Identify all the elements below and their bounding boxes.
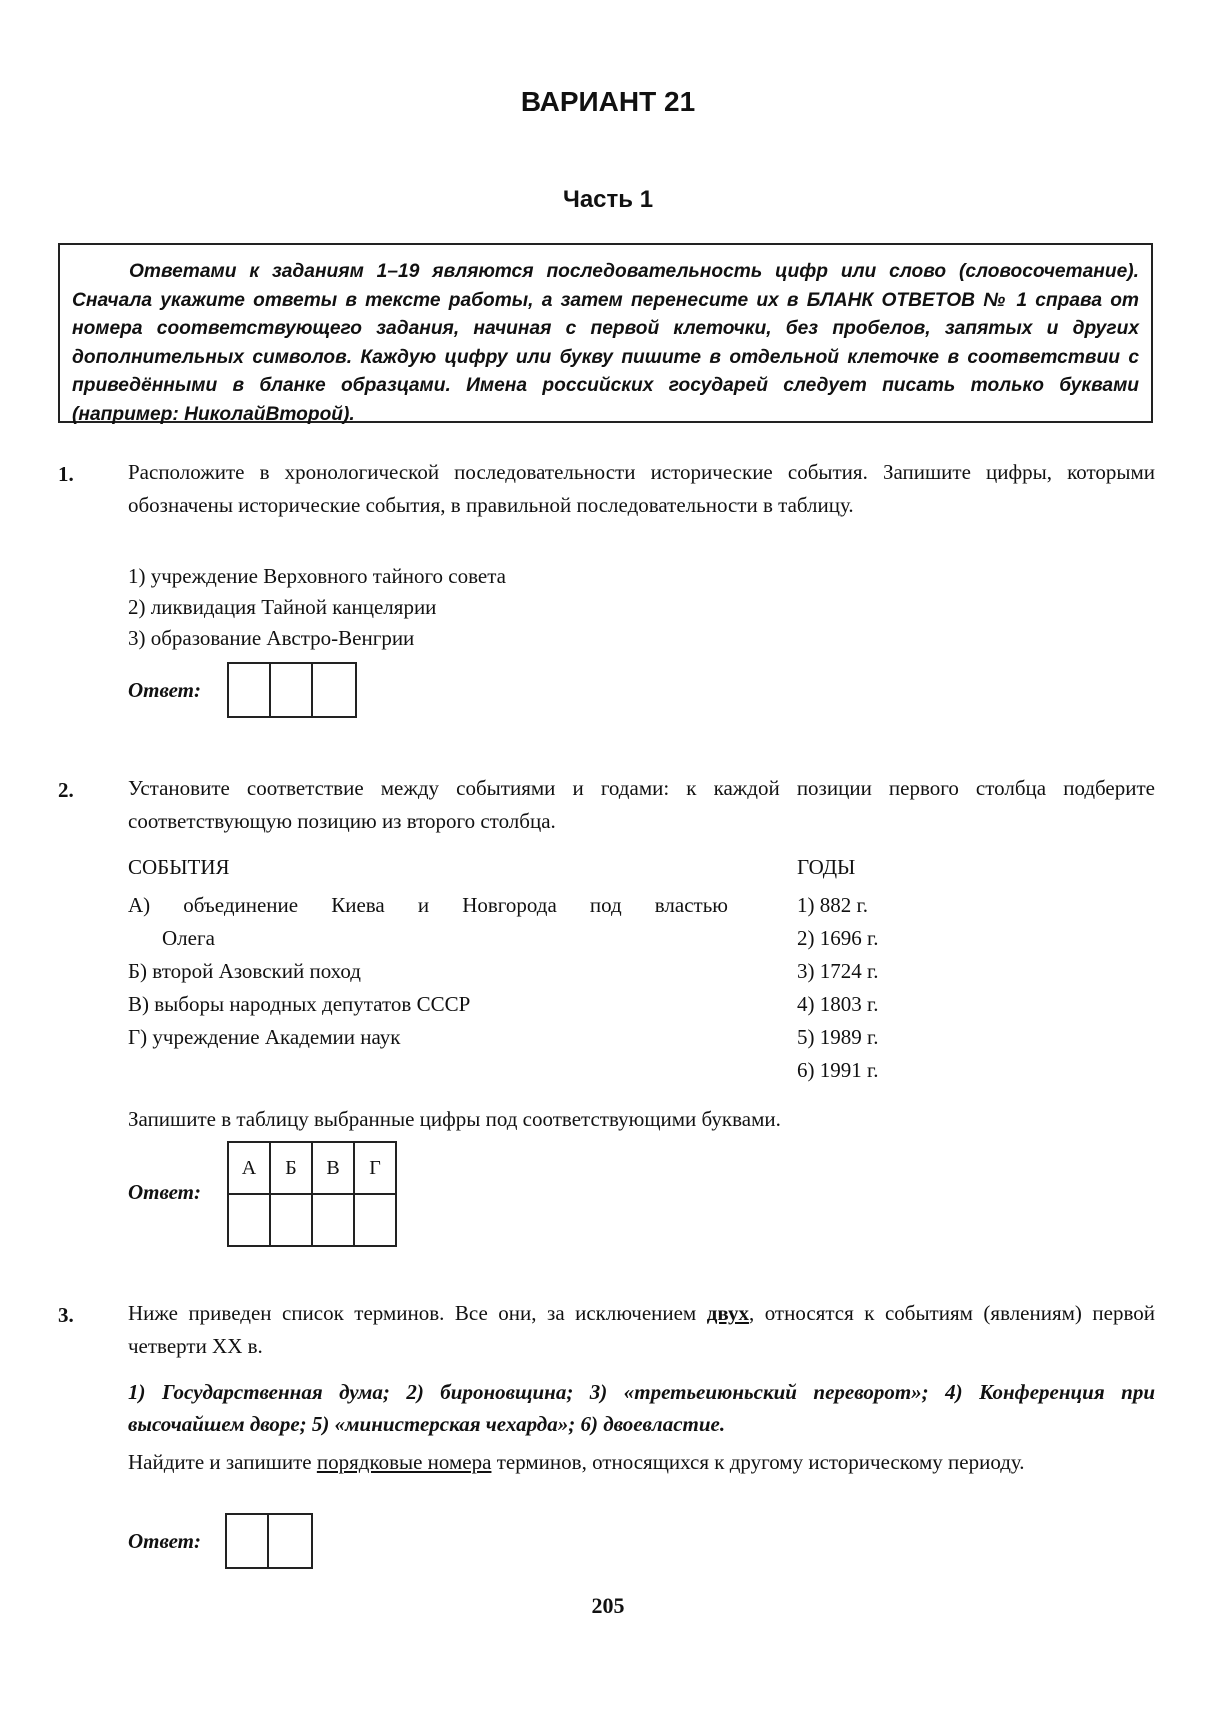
q3-find-end: терминов, относящихся к другому историческому периоду. <box>491 1450 1025 1474</box>
list-item: А) объединение Киева и Новгорода под властью <box>128 893 728 917</box>
list-item: 4) 1803 г. <box>797 992 879 1016</box>
years-list <box>797 889 879 1087</box>
q3-answer-label: Ответ: <box>128 1529 201 1553</box>
q3-find-emphasis: порядковые номера <box>316 1450 492 1474</box>
list-item: 1) 882 г. <box>797 893 868 917</box>
q1-text: Расположите в хронологической последовательности исторические события. Запишите цифры, которыми обозначены исторические события, в правильной последовательности в таблицу. <box>128 460 1155 517</box>
q1-answer-label: Ответ: <box>128 678 201 702</box>
q1-items <box>128 561 506 654</box>
answer-cell[interactable] <box>312 1194 354 1246</box>
list-item: Олега <box>162 926 215 950</box>
years-column-heading: ГОДЫ <box>797 855 856 879</box>
q3-find-instruction <box>128 1446 1155 1479</box>
table-header-cell: В <box>312 1142 354 1194</box>
answer-cell[interactable] <box>271 664 313 716</box>
answer-cell[interactable] <box>270 1194 312 1246</box>
answer-cell[interactable] <box>269 1515 311 1567</box>
variant-title: ВАРИАНТ 21 <box>520 86 696 117</box>
list-item: 2) ликвидация Тайной канцелярии <box>128 595 437 619</box>
answer-cell[interactable] <box>228 1194 270 1246</box>
events-column-heading: СОБЫТИЯ <box>128 855 230 879</box>
q2-text: Установите соответствие между событиями и годами: к каждой позиции первого столбца подберите соответствующую позицию из второго столбца. <box>128 776 1155 833</box>
q3-text <box>128 1297 1155 1363</box>
table-header-cell: А <box>228 1142 270 1194</box>
q2-answer-table <box>227 1141 397 1247</box>
list-item: Б) второй Азовский поход <box>128 959 361 983</box>
list-item: Г) учреждение Академии наук <box>128 1025 401 1049</box>
q2-table-instruction: Запишите в таблицу выбранные цифры под соответствующими буквами. <box>128 1107 781 1131</box>
list-item: 5) 1989 г. <box>797 1025 879 1049</box>
q3-terms: 1) Государственная дума; 2) бироновщина; 3) «третьеиюньский переворот»; 4) Конференция при высочайшем дворе; 5) «министерская чехарда»; 6) двоевластие. <box>128 1380 1155 1436</box>
q1-number: 1. <box>58 462 74 486</box>
list-item: 3) образование Австро-Венгрии <box>128 626 415 650</box>
list-item: 3) 1724 г. <box>797 959 879 983</box>
table-header-cell: Б <box>270 1142 312 1194</box>
q3-number: 3. <box>58 1303 74 1327</box>
instructions-text: Ответами к заданиям 1–19 являются последовательность цифр или слово (словосочетание). Сначала укажите ответы в тексте работы, а затем перенесите их в БЛАНК ОТВЕТОВ № 1 справа от номера соответствующего задания, начиная с первой клеточки, без пробелов, запятых и других дополнительных символов. Каждую цифру или букву пишите в отдельной клеточке в соответствии с приведёнными в бланке образцами. Имена российских государей следует писать только буквами (например: НиколайВторой). <box>72 261 1139 425</box>
list-item: 2) 1696 г. <box>797 926 879 950</box>
instructions-box <box>58 243 1153 423</box>
answer-cell[interactable] <box>354 1194 396 1246</box>
part-title: Часть 1 <box>562 186 654 213</box>
q3-emphasis: двух <box>706 1301 749 1325</box>
q3-answer-cells[interactable] <box>225 1513 313 1569</box>
events-list <box>128 889 728 1054</box>
q3-find-start: Найдите и запишите <box>128 1450 317 1474</box>
list-item: 6) 1991 г. <box>797 1058 879 1082</box>
q2-answer-label: Ответ: <box>128 1180 201 1204</box>
table-header-cell: Г <box>354 1142 396 1194</box>
list-item: В) выборы народных депутатов СССР <box>128 992 471 1016</box>
q3-text-start: Ниже приведен список терминов. Все они, за исключением <box>128 1301 707 1325</box>
list-item: 1) учреждение Верховного тайного совета <box>128 564 506 588</box>
q2-number: 2. <box>58 778 74 802</box>
page-number: 205 <box>591 1593 625 1618</box>
q1-answer-cells[interactable] <box>227 662 357 718</box>
answer-cell[interactable] <box>227 1515 269 1567</box>
answer-cell[interactable] <box>229 664 271 716</box>
answer-cell[interactable] <box>313 664 355 716</box>
q3-text-end: , относятся к событиям (явлениям) первой четверти XX в. <box>128 1301 1155 1358</box>
